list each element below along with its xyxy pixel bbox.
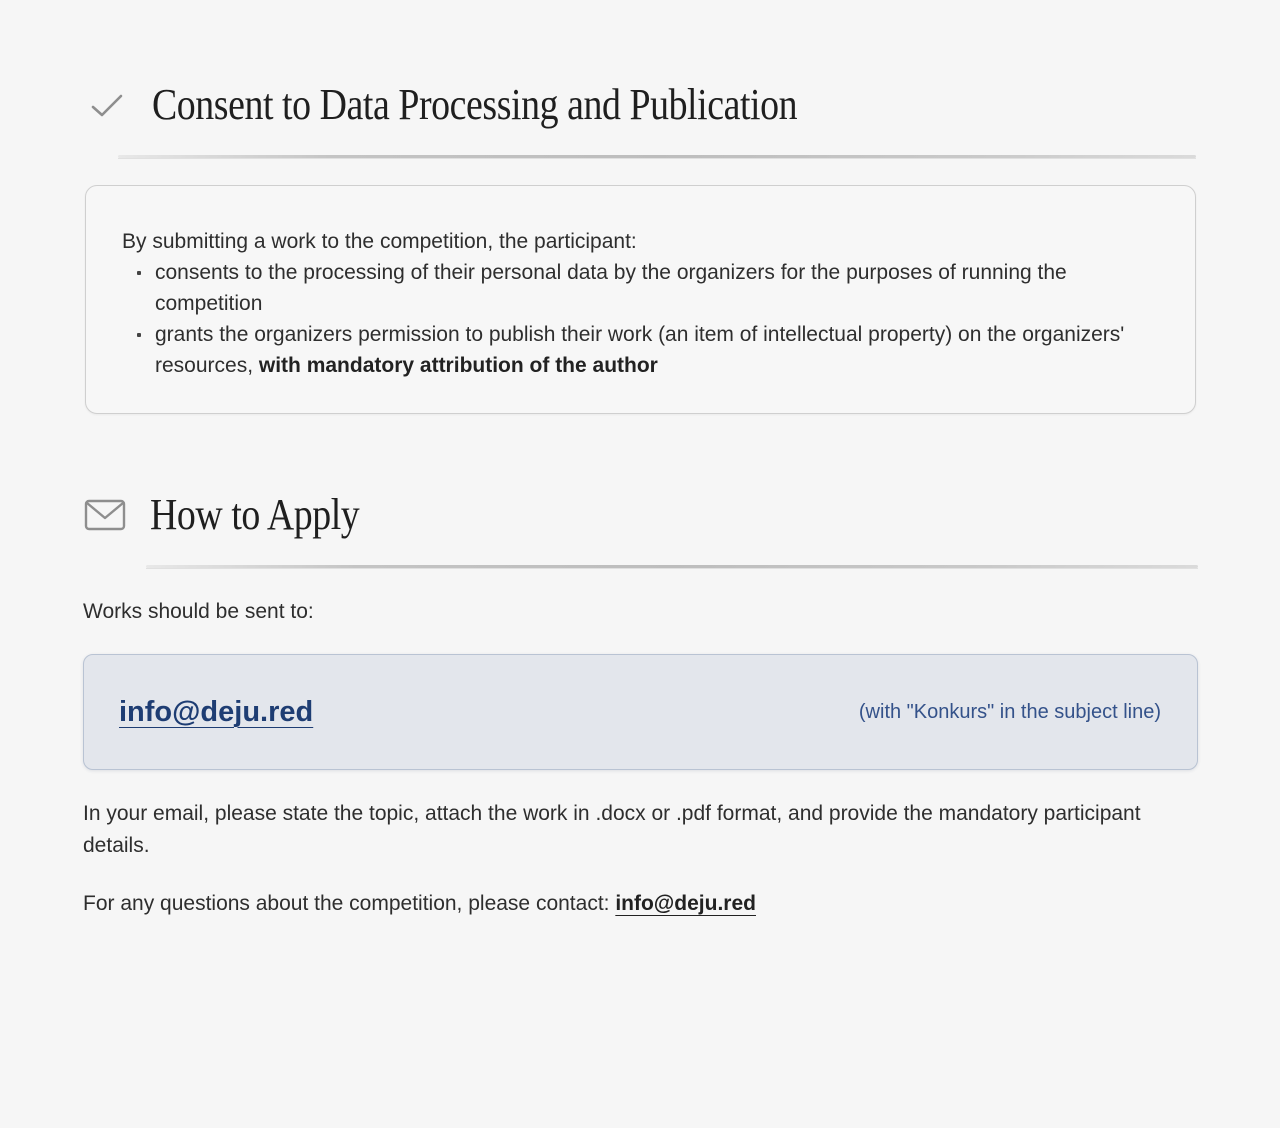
- consent-section-header: [90, 82, 902, 128]
- sent-to-label: Works should be sent to:: [83, 600, 314, 623]
- consent-divider: [118, 155, 1196, 158]
- bullet-icon: [137, 333, 141, 337]
- consent-title: Consent to Data Processing and Publication: [152, 80, 798, 129]
- consent-list: [122, 257, 1159, 381]
- apply-divider: [146, 565, 1198, 568]
- bullet-icon: [137, 271, 141, 275]
- apply-section-header: [84, 492, 393, 538]
- consent-box: [85, 185, 1196, 414]
- questions-label: For any questions about the competition, please contact:: [83, 892, 616, 915]
- instructions-text: In your email, please state the topic, attach the work in .docx or .pdf format, and provide the mandatory participant details.: [83, 802, 1141, 857]
- consent-item-2-text: grants the organizers permission to publish their work (an item of intellectual property) on the organizers' resources,: [155, 323, 1125, 377]
- list-item: [155, 319, 1159, 381]
- list-item: [155, 257, 1159, 319]
- consent-item-2-bold: with mandatory attribution of the author: [258, 354, 658, 377]
- apply-title: How to Apply: [150, 490, 360, 539]
- check-icon: [90, 88, 124, 122]
- questions-text: [83, 888, 756, 920]
- consent-intro: By submitting a work to the competition, the participant:: [122, 230, 637, 253]
- email-link[interactable]: info@deju.red: [119, 695, 314, 728]
- envelope-icon: [84, 497, 126, 533]
- subject-note: (with "Konkurs" in the subject line): [858, 700, 1161, 723]
- consent-item-1: consents to the processing of their personal data by the organizers for the purposes of running the competition: [155, 261, 1067, 315]
- questions-email-link[interactable]: info@deju.red: [615, 892, 756, 915]
- email-box: [83, 654, 1198, 770]
